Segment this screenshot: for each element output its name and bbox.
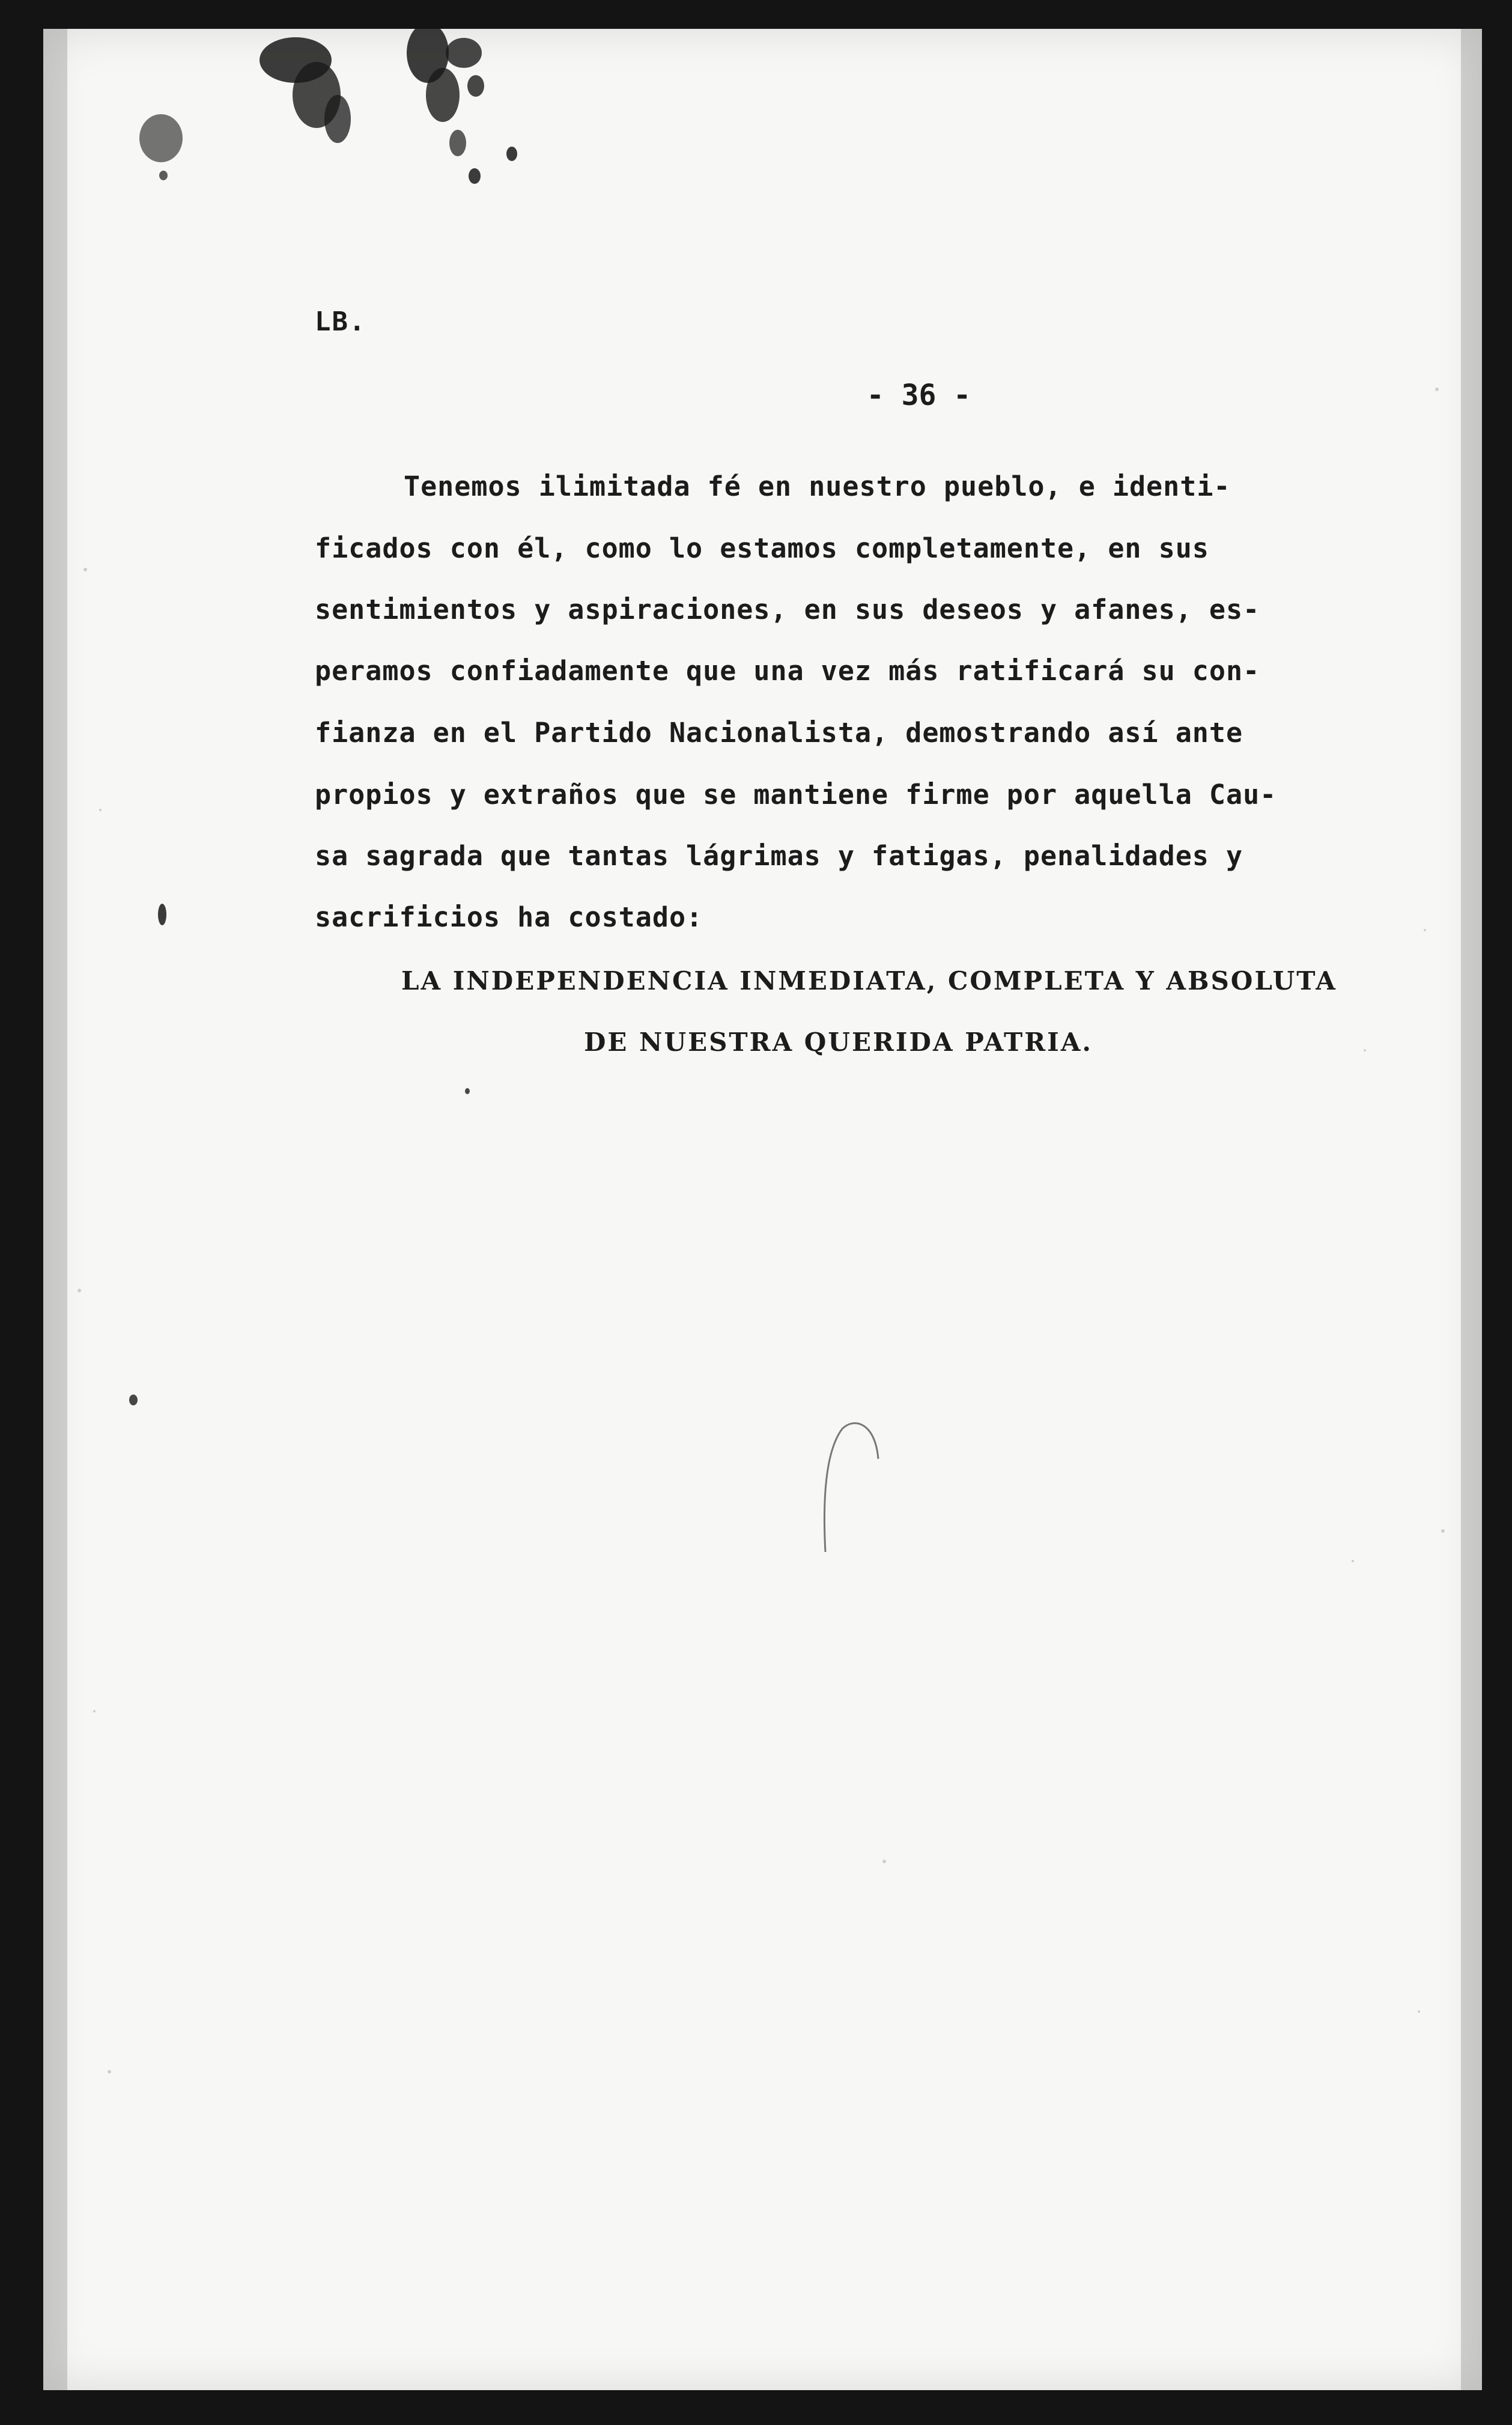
paragraph-line: propios y extraños que se mantiene firme por aquella Cau- — [315, 779, 1277, 811]
page-number-text: - 36 - — [866, 379, 971, 412]
reference-mark: LB. — [315, 306, 366, 337]
page-number — [43, 379, 1482, 412]
paragraph-line: sentimientos y aspiraciones, en sus deseos y afanes, es- — [315, 594, 1260, 625]
pencil-mark — [818, 1417, 890, 1555]
document-page — [43, 29, 1482, 2390]
paragraph-line: ficados con él, como lo estamos completamente, en sus — [315, 532, 1209, 564]
paragraph-line: Tenemos ilimitada fé en nuestro pueblo, e identi- — [404, 470, 1231, 502]
closing-line: DE NUESTRA QUERIDA PATRIA. — [584, 1027, 1093, 1057]
paragraph-line: peramos confiadamente que una vez más ratificará su con- — [315, 655, 1260, 687]
paragraph-line: sa sagrada que tantas lágrimas y fatigas, penalidades y — [315, 840, 1243, 872]
typed-text — [43, 29, 1482, 2390]
paragraph-line: fianza en el Partido Nacionalista, demostrando así ante — [315, 717, 1243, 749]
closing-line: LA INDEPENDENCIA INMEDIATA, COMPLETA Y ABSOLUTA — [401, 966, 1337, 996]
paragraph-line: sacrificios ha costado: — [315, 901, 703, 933]
